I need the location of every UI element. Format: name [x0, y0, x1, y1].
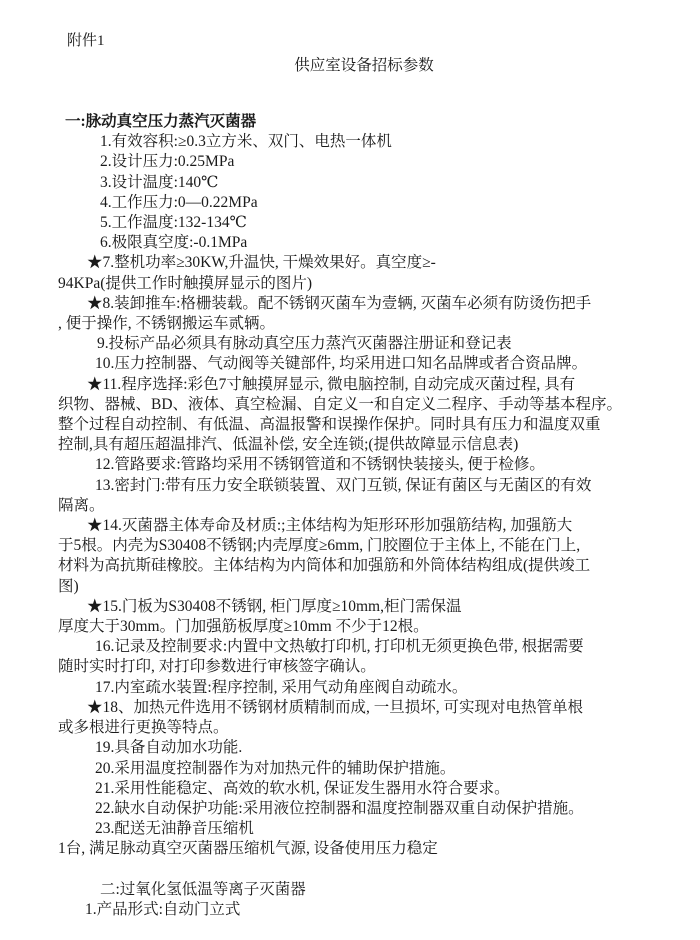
text-line: 二:过氧化氢低温等离子灭菌器 [100, 880, 306, 898]
text-line: 或多根进行更换等特点。 [58, 719, 229, 737]
text-line: 94KPa(提供工作时触摸屏显示的图片) [58, 274, 313, 292]
text-line: 于5根。内壳为S30408不锈钢;内壳厚度≥6mm, 门胶圈位于主体上, 不能在门上, [58, 537, 581, 555]
text-line: ★15.门板为S30408不锈钢, 柜门厚度≥10mm,柜门需保温 [87, 597, 462, 615]
document-body [58, 112, 670, 920]
text-line: , 便于操作, 不锈钢搬运车贰辆。 [58, 315, 276, 333]
text-line: 随时实时打印, 对打印参数进行审核签字确认。 [58, 658, 376, 676]
text-line: ★14.灭菌器主体寿命及材质:;主体结构为矩形环形加强筋结构, 加强筋大 [87, 517, 573, 535]
text-line: 10.压力控制器、气动阀等关键部件, 均采用进口知名品牌或者合资品牌。 [95, 355, 588, 373]
text-line: ★11.程序选择:彩色7寸触摸屏显示, 微电脑控制, 自动完成灭菌过程, 具有 [87, 375, 576, 393]
text-line: 5.工作温度:132-134℃ [100, 214, 247, 232]
text-line: 1.产品形式:自动门立式 [85, 900, 241, 918]
text-line: 4.工作压力:0—0.22MPa [100, 193, 258, 211]
text-line: 厚度大于30mm。门加强筋板厚度≥10mm 不少于12根。 [58, 618, 429, 636]
text-line: 19.具备自动加水功能. [95, 739, 243, 757]
text-line: 1台, 满足脉动真空灭菌器压缩机气源, 设备使用压力稳定 [58, 840, 438, 858]
text-line: ★7.整机功率≥30KW,升温快, 干燥效果好。真空度≥- [87, 254, 436, 272]
text-line: 13.密封门:带有压力安全联锁装置、双门互锁, 保证有菌区与无菌区的有效 [95, 476, 592, 494]
text-line: 材料为高抗斯硅橡胶。主体结构为内筒体和加强筋和外筒体结构组成(提供竣工 [58, 557, 591, 575]
text-line: 一:脉动真空压力蒸汽灭菌器 [65, 113, 257, 130]
text-line: 9.投标产品必须具有脉动真空压力蒸汽灭菌器注册证和登记表 [97, 335, 512, 353]
text-line: 1.有效容积:≥0.3立方米、双门、电热一体机 [100, 133, 392, 151]
text-line: 17.内室疏水装置:程序控制, 采用气动角座阀自动疏水。 [95, 678, 468, 696]
attachment-label: 附件1 [67, 33, 105, 49]
text-line: 图) [58, 577, 79, 595]
text-line: 控制,具有超压超温排汽、低温补偿, 安全连锁;(提供故障显示信息表) [58, 436, 519, 454]
text-line: 3.设计温度:140℃ [100, 173, 219, 191]
text-line: 6.极限真空度:-0.1MPa [100, 234, 248, 252]
text-line: 2.设计压力:0.25MPa [100, 153, 235, 171]
text-line: 22.缺水自动保护功能:采用液位控制器和温度控制器双重自动保护措施。 [95, 799, 584, 817]
page-title: 供应室设备招标参数 [294, 57, 434, 74]
text-line: 16.记录及控制要求:内置中文热敏打印机, 打印机无须更换色带, 根据需要 [95, 638, 584, 656]
text-line: 20.采用温度控制器作为对加热元件的辅助保护措施。 [95, 759, 456, 777]
text-line: ★8.装卸推车:格栅装载。配不锈钢灭菌车为壹辆, 灭菌车必须有防烫伤把手 [87, 294, 592, 312]
blank-line [58, 860, 670, 880]
text-line: 12.管路要求:管路均采用不锈钢管道和不锈钢快装接头, 便于检修。 [95, 456, 545, 474]
text-line: 23.配送无油静音压缩机 [95, 820, 254, 838]
text-line: 隔离。 [58, 496, 105, 514]
text-line: 织物、器械、BD、液体、真空检漏、自定义一和自定义二程序、手动等基本程序。 [58, 395, 623, 413]
text-line: 整个过程自动控制、有低温、高温报警和误操作保护。同时具有压力和温度双重 [58, 416, 601, 434]
text-line: ★18、加热元件选用不锈钢材质精制而成, 一旦损坏, 可实现对电热管单根 [87, 698, 584, 716]
text-line: 21.采用性能稳定、高效的软水机, 保证发生器用水符合要求。 [95, 779, 510, 797]
